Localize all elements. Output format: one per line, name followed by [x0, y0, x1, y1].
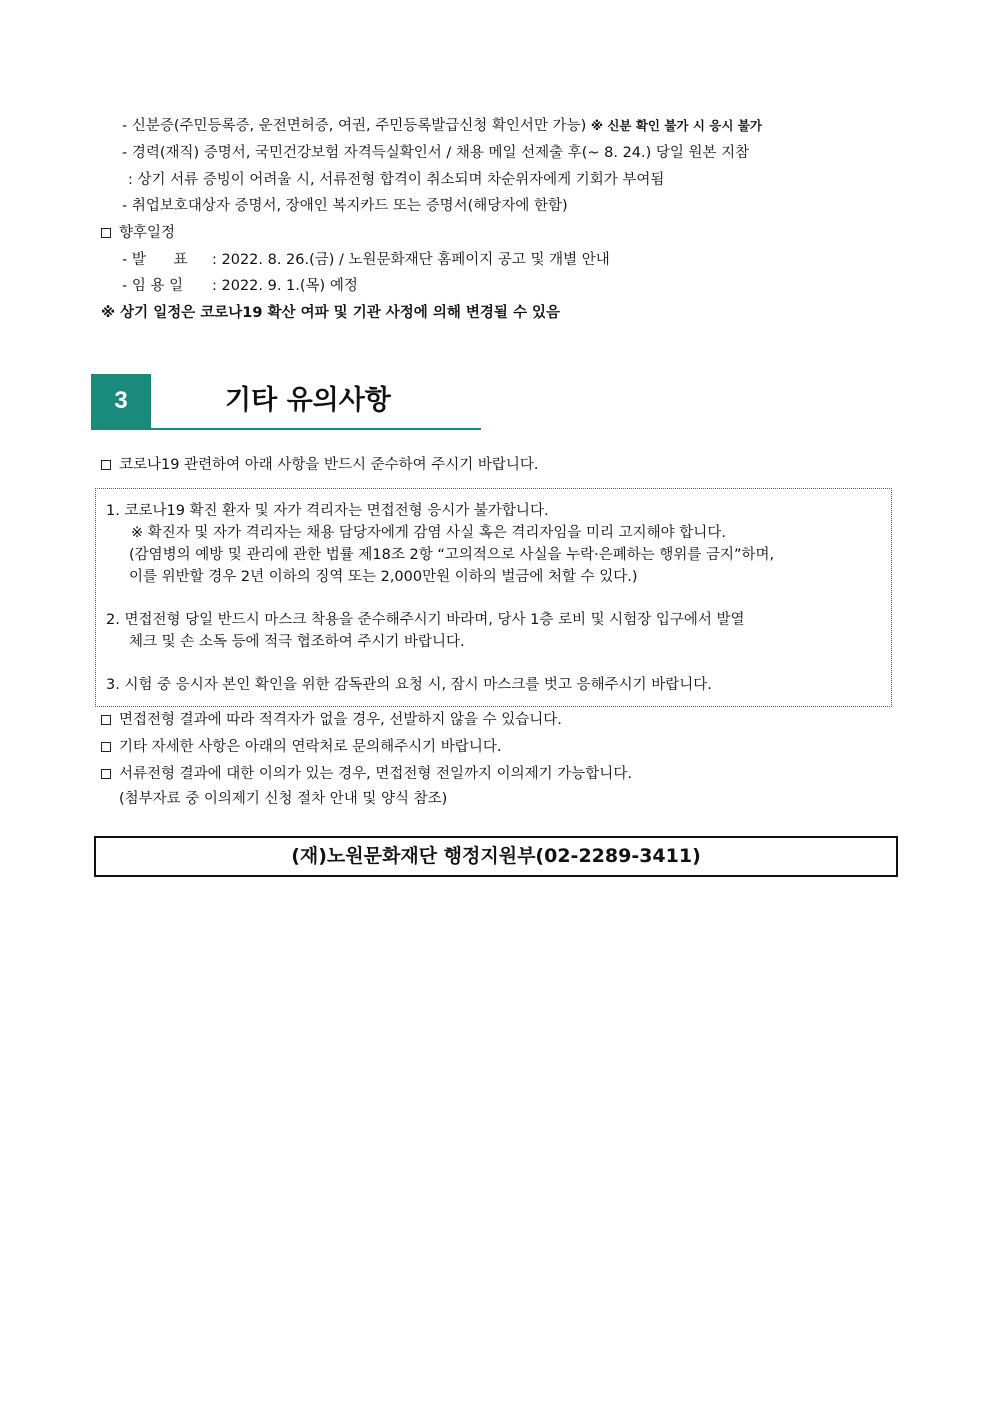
checkbox-square-icon	[101, 742, 111, 752]
rule-2-line-1: 2. 면접전형 당일 반드시 마스크 착용을 준수해주시기 바라며, 당사 1층 로비 및 시험장 입구에서 발열	[106, 612, 745, 628]
rule-1-sub-1: ※ 확진자 및 자가 격리자는 채용 담당자에게 감염 사실 혹은 격리자임을 미리 고지해야 합니다.	[131, 525, 726, 541]
covid-intro	[101, 455, 539, 475]
section-header	[91, 374, 481, 430]
schedule-appoint-label: - 임 용 일	[122, 278, 184, 294]
note-objection-sub: (첨부자료 중 이의제기 신청 절차 안내 및 양식 참조)	[119, 791, 448, 807]
schedule-notice: ※ 상기 일정은 코로나19 확산 여파 및 기관 사정에 의해 변경될 수 있음	[101, 305, 561, 321]
schedule-heading	[101, 223, 175, 243]
checkbox-square-icon	[101, 228, 111, 238]
schedule-appoint	[122, 276, 358, 296]
section-underline	[91, 428, 481, 430]
note-objection-text: 서류전형 결과에 대한 이의가 있는 경우, 면접전형 전일까지 이의제기 가능합니다.	[119, 766, 632, 782]
section-title: 기타 유의사항	[225, 385, 391, 416]
required-docs-note: : 상기 서류 증빙이 어려울 시, 서류전형 합격이 취소되며 차순위자에게 기회가 부여됨	[128, 172, 665, 188]
note-no-qualified	[101, 710, 562, 730]
note-objection	[101, 764, 632, 784]
note-contact-text: 기타 자세한 사항은 아래의 연락처로 문의해주시기 바랍니다.	[119, 739, 502, 755]
rule-2-line-2: 체크 및 손 소독 등에 적극 협조하여 주시기 바랍니다.	[129, 634, 465, 650]
contact-box: (재)노원문화재단 행정지원부(02-2289-3411)	[94, 836, 898, 877]
covid-intro-text: 코로나19 관련하여 아래 사항을 반드시 준수하여 주시기 바랍니다.	[119, 457, 539, 473]
rule-1-sub-2: (감염병의 예방 및 관리에 관한 법률 제18조 2항 “고의적으로 사실을 누락·은폐하는 행위를 금지”하며,	[129, 547, 775, 563]
id-doc-note: ※ 신분 확인 불가 시 응시 불가	[590, 118, 762, 133]
section-number: 3	[91, 374, 151, 428]
schedule-announce-value: : 2022. 8. 26.(금) / 노원문화재단 홈페이지 공고 및 개별 안내	[212, 252, 610, 268]
schedule-announce	[122, 250, 610, 270]
required-docs-protection: - 취업보호대상자 증명서, 장애인 복지카드 또는 증명서(해당자에 한함)	[122, 198, 568, 214]
schedule-appoint-value: : 2022. 9. 1.(목) 예정	[212, 278, 358, 294]
required-docs-career: - 경력(재직) 증명서, 국민건강보험 자격득실확인서 / 채용 메일 선제출 후(~ 8. 24.) 당일 원본 지참	[122, 145, 750, 161]
checkbox-square-icon	[101, 460, 111, 470]
rule-1-sub-3: 이를 위반할 경우 2년 이하의 징역 또는 2,000만원 이하의 벌금에 처할 수 있다.)	[129, 569, 638, 585]
schedule-announce-label: - 발 표	[122, 252, 188, 268]
schedule-heading-label: 향후일정	[119, 225, 176, 241]
checkbox-square-icon	[101, 769, 111, 779]
note-contact	[101, 737, 501, 757]
rule-3: 3. 시험 중 응시자 본인 확인을 위한 감독관의 요청 시, 잠시 마스크를 벗고 응해주시기 바랍니다.	[106, 677, 712, 693]
rule-1: 1. 코로나19 확진 환자 및 자가 격리자는 면접전형 응시가 불가합니다.	[106, 503, 549, 519]
id-doc-text: - 신분증(주민등록증, 운전면허증, 여권, 주민등록발급신청 확인서만 가능)	[122, 118, 587, 134]
note-no-qualified-text: 면접전형 결과에 따라 적격자가 없을 경우, 선발하지 않을 수 있습니다.	[119, 712, 562, 728]
required-docs-id	[122, 116, 762, 136]
checkbox-square-icon	[101, 715, 111, 725]
